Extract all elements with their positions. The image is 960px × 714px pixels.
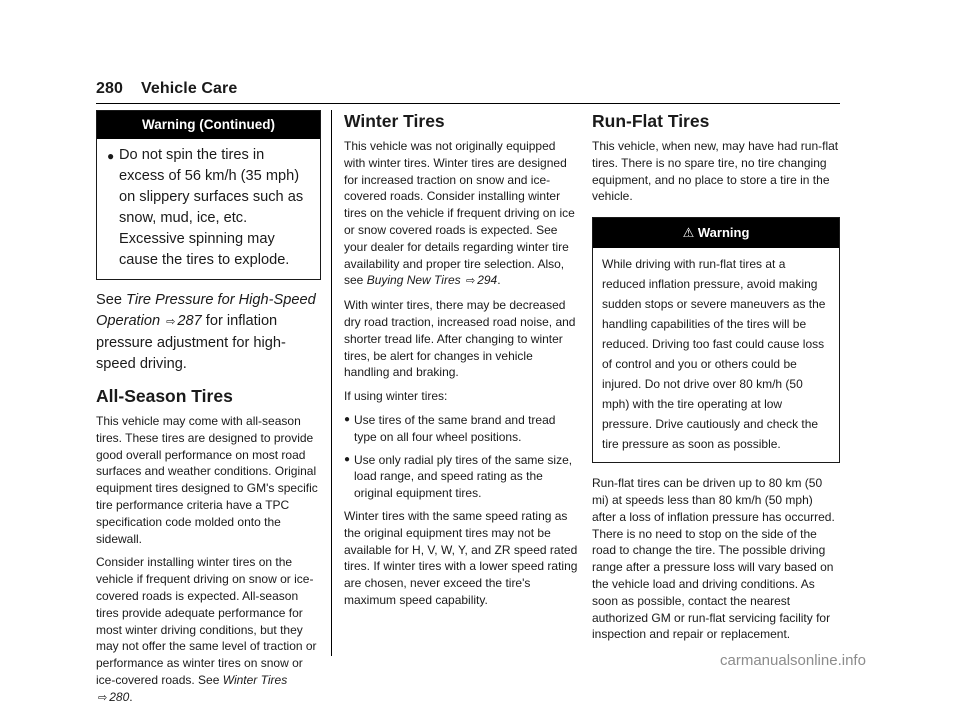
page-arrow-icon: ⇨ — [98, 691, 108, 704]
para2-text: Consider installing winter tires on the vehicle if frequent driving on snow or ice-covered roads is expected. All-season tires provide adequate performance for most winter driving conditions, but they may not offer the same level of traction or performance as winter tires on snow or ice-covered roads. See — [96, 555, 317, 687]
winter-tires-link[interactable]: Winter Tires — [222, 672, 288, 687]
page-arrow-icon: ⇨ — [465, 275, 476, 288]
heading-all-season-tires: All-Season Tires — [96, 386, 233, 406]
column-3 — [592, 110, 840, 650]
column-2 — [344, 110, 580, 616]
buying-new-tires-page[interactable]: 294 — [477, 273, 498, 288]
winter-paragraph-2: With winter tires, there may be decreased dry road traction, increased road noise, and shorter tread life. After changing to winter tires, be alert for changes in vehicle handling and braking. — [344, 298, 576, 380]
list-item — [344, 452, 580, 502]
heading-run-flat-tires: Run-Flat Tires — [592, 111, 710, 131]
warning-bullet — [107, 145, 310, 271]
header-rule — [96, 103, 840, 104]
section-title: Vehicle Care — [141, 80, 238, 97]
list-item-text: Use tires of the same brand and tread type on all four wheel positions. — [354, 412, 556, 444]
run-flat-paragraph-2: Run-flat tires can be driven up to 80 km (50 mi) at speeds less than 80 km/h (50 mph) after a loss of inflation pressure has occurred. There is no need to stop on the side of the road to change the tire. The possible driving range after a pressure loss will vary based on the vehicle load and driving conditions. As soon as possible, contact the nearest authorized GM or run-flat servicing facility for inspection and repair or replacement. — [592, 476, 835, 642]
buying-new-tires-link[interactable]: Buying New Tires — [366, 273, 461, 288]
see-reference-paragraph — [96, 290, 321, 375]
bullet-icon: ● — [107, 149, 115, 163]
warning-title: Warning — [697, 225, 750, 241]
para1-end: . — [497, 273, 501, 288]
column-1 — [96, 110, 321, 714]
winter-paragraph-3: If using winter tires: — [344, 389, 448, 404]
see-page[interactable]: 287 — [177, 313, 202, 329]
winter-paragraph-1 — [344, 138, 580, 290]
para1-text: This vehicle was not originally equipped with winter tires. Winter tires are designed for increased traction on snow and ice-covered roads. Consider installing winter tires on the vehicle if frequent driving on ice or snow covered roads is expected. See your dealer for details regarding winter tire availability and proper tire selection. Also, see — [344, 139, 575, 288]
page-header — [96, 80, 237, 98]
all-season-paragraph-1: This vehicle may come with all-season tires. These tires are designed to provide good overall performance on most road surfaces and weather conditions. Original equipment tires designed to GM's specific tire performance criteria have a TPC specification code molded onto the sidewall. — [96, 414, 318, 546]
page-arrow-icon: ⇨ — [166, 316, 176, 328]
bullet-icon: ● — [344, 413, 351, 425]
warning-box-continued — [96, 110, 321, 280]
para2-end: . — [129, 689, 133, 704]
all-season-paragraph-2 — [96, 554, 321, 706]
see-suffix: for inflation pressure adjustment for high-speed driving. — [96, 313, 286, 372]
warning-header — [593, 218, 839, 248]
see-link[interactable]: Tire Pressure for High-Speed Operation — [96, 292, 316, 329]
warning-box — [592, 217, 840, 463]
run-flat-paragraph-1: This vehicle, when new, may have had run-flat tires. There is no spare tire, no tire changing equipment, and no place to store a tire in the vehicle. — [592, 139, 839, 204]
winter-tires-page[interactable]: 280 — [109, 689, 130, 704]
bullet-icon: ● — [344, 453, 351, 465]
heading-winter-tires: Winter Tires — [344, 111, 445, 131]
warning-bullet-text: Do not spin the tires in excess of 56 km/h (35 mph) on slippery surfaces such as snow, mud, ice, etc. Excessive spinning may cause the tires to explode. — [119, 147, 304, 268]
list-item-text: Use only radial ply tires of the same size, load range, and speed rating as the original equipment tires. — [354, 452, 573, 501]
warning-body: While driving with run-flat tires at a reduced inflation pressure, avoid making sudden stops or severe maneuvers as the handling capabilities of the tires will be reduced. Driving too fast could cause loss of control and you or others could be injured. Do not drive over 80 km/h (50 mph) with the tire operating at low pressure. Drive cautiously and check the tire pressure as soon as possible. — [602, 257, 826, 452]
list-item — [344, 412, 580, 446]
page-number: 280 — [96, 80, 123, 97]
column-divider — [331, 110, 332, 656]
warning-triangle-icon: ⚠ — [682, 225, 695, 241]
warning-body — [97, 139, 320, 279]
warning-title: Warning (Continued) — [97, 111, 320, 139]
see-prefix: See — [96, 292, 127, 308]
winter-paragraph-4: Winter tires with the same speed rating as the original equipment tires may not be available for H, V, W, Y, and ZR speed rated tires. If winter tires with a lower speed rating are chosen, never exceed the tire's maximum speed capability. — [344, 508, 578, 607]
watermark: carmanualsonline.info — [720, 652, 866, 669]
